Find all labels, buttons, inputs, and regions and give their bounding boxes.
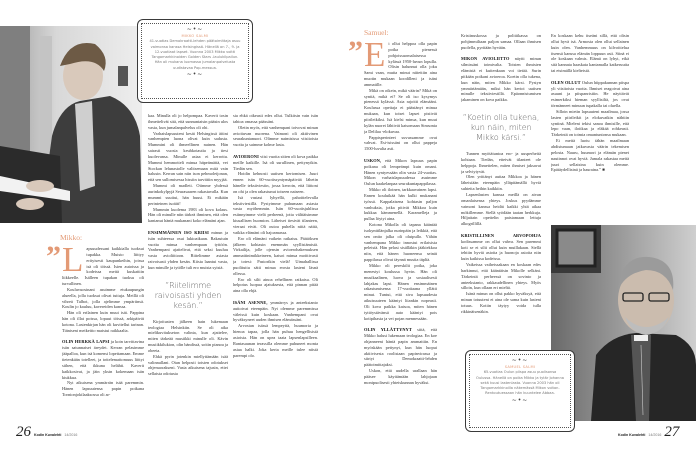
body-paragraph — [364, 135, 437, 153]
magazine-name: Kodin Kuvalehti — [34, 433, 62, 437]
body-paragraph — [364, 222, 437, 263]
body-paragraph — [233, 300, 318, 323]
body-paragraph — [233, 277, 318, 295]
body-paragraph — [364, 88, 437, 135]
body-paragraph — [233, 195, 318, 236]
subheading-lead: KRISTILLINEN ARVOPOHJA — [461, 232, 541, 238]
body-paragraph — [148, 230, 228, 271]
quote-mark-icon: ” — [348, 35, 360, 68]
body-paragraph — [364, 158, 437, 187]
body-paragraph — [148, 319, 228, 354]
column-a — [62, 246, 144, 426]
issue-number: 14/2016 — [64, 433, 78, 437]
right-page — [348, 0, 696, 450]
samuel-heading: Samuel: — [364, 28, 389, 37]
subheading-lead: OLIN YLLÄTTYNYT — [364, 327, 412, 333]
paragraph-text: Kirjoitusten jälkeen hain lukemaan teologiaa Helsinkiin. Se oli aika mielikuvitukseton valinta, kun ajattelee, miten tärkeää musiikki minulle oli. Kävin musiikkilukion, olin bändissä, soitin pianoa ja obeeta. — [148, 318, 228, 353]
paragraph-text: Ero oli silti ainoa rehellinen ratkaisu. Oli helpotus luopua ajatuksesta, että pinnan pitää aina olla ehjä. — [233, 276, 318, 294]
paragraph-text: ymmärrys ja anteeksianto auttoivat eteenpäin. Nyt olemme paremmissa väleissä kuin koskaan. Vanhempani ovat hyväksyneet uuden ihmisen elämässäni. — [233, 299, 318, 323]
paragraph-text: Isä vastasi lyhyellä, pahoittelevalla tekstiviestillä. Pystyimme puhumaan asiasta vasta myöhemmin. Isän 60-vuotisjuhlissa esiinnyimme vielä perheenä, jotta välttäisimme kiusallisen huomion. Läheiset tiesivät tilanteen, vieraat eivät. Oli outoa puhella niitä näitä, vaikka elämäni oli hajoamassa. — [233, 194, 318, 235]
body-paragraph — [551, 33, 629, 74]
body-paragraph — [461, 33, 541, 51]
body-paragraph — [461, 262, 541, 291]
body-paragraph — [364, 187, 437, 222]
samuel-caption-box — [465, 350, 575, 432]
caption-text: 41-vuotias Demokraatti-lehden päätoimittaja asuu vaimonsa kanssa Helsingissä. Hänellä on 7-, 9- ja 12-vuotiaat lapset. Vuonna 2003 Mikko voitti Tangomarkkinoiden Golden Stars -laulukilpailun. Hän oli mukana luomassa jumalanpalvelusta uudistavaa Pop-messua. — [149, 39, 241, 70]
column-b — [148, 113, 228, 426]
paragraph-text: Ehkä pyrin jotenkin miellyttämään isää valinnallani. Otan helposti toisten odotukset ohjenuorakseni. Vasta aikuisena tajusin, ettei sellaista odotusta — [148, 353, 228, 377]
paragraph-text: Mikko oli iloinen, tarkkaavainen lapsi. Ennen kouluikää hän kulki mukanani työssä. Kappalaisena kohtasin paljon vanhuksia, jotka pitivät Mikkoa kuin kukkaa kämmenellä. Karamelleja ja pullaa löytyi aina. — [364, 187, 437, 222]
paragraph-text: Ei meitä luotu tähän maailmaan ahdistumaan jatkuvasta väärin tekemisen pelosta. Nauru, huumori ja elämän pienet nautinnot ovat hyviä. Jumala rakastaa meitä juuri sellaisina kuin olemme. Epätäydellisinä ja hauraina.” ■ — [551, 138, 629, 173]
body-paragraph — [461, 233, 541, 262]
paragraph-text: Silloin mietin lapsuuteni maailmaa, jossa lasten piirileikit ja elokuvatkin nähtiin syntinä. Mieleni tekisi sanoa ihmisille, että lepo vaan, iloitkaa ja eläkää rohkeasti. Tärkeintä on toimia omantuntonsa mukaan. — [551, 108, 629, 138]
paragraph-text: kodissamme on ollut vahva. Sen paremmi koti se ei silti ollut kuin muillakaan. Siellä tehtiin hyviä asioita ja huonoja asioita niin kuin kaikissa kodeissa. — [461, 238, 541, 262]
paragraph-text: Oulun hiippakunnan piispa yli viisitoista vuotta. Ihmiset reagoivat aina asuuni ja piispanristiin. He näyttävät esimerkiksi hieman syyllisiltä, jos ovat törmänneet minuun tupakalla tai oluella. — [551, 79, 629, 109]
paragraph-text: viisi vuotta sitten oli kova paikka meille kaikille. Isä oli surullinen, pettynytkin. Tiedän sen. — [233, 153, 318, 171]
paragraph-text: kaa. Minulla oli jo helpompaa. Kaverit tosin ihmettelivät sitä, että sunnuntaisin pääsin ulos vasta, kun jumalanpalvelus oli ohi. — [148, 113, 228, 130]
paragraph-text: Pappisperinteet suvussamme ovat vahvat. Esi-isissäni on ollut pappeja 1500-luvulta asti. — [364, 134, 437, 152]
body-paragraph — [461, 174, 541, 192]
paragraph-text: Varhaislapsuuteni kesät Helsingissä äitini vanhempien luona olivat kuin sadusta. Mummini oli ihmeellinen nainen. Hän sairasti vuosia keuhkotautia ja tiesi kuolevansa. Minulle asiaa ei kerrottu. Mummi hemmotteli minua häpeämättä, vei Stockan lelunastolle valitsemaan mitä vain halusin. Kerran sain niin ison pehmoleijonan, että sen sullomisessa hissiin tarvittiin myyjää. — [148, 130, 228, 183]
paragraph-text: Arvostan isässä lempeyttä, huumoria ja hienoa tapaa, jolla hän puhuu hengellisistä asioista. Hän on upea taata lapsenlapsilleen. Rantasaunan terassilla olemme puhuneet monta asiaa halki. Joka kerta meille tulee niistä parempi olo. — [233, 323, 318, 358]
page-footer — [618, 424, 679, 441]
subheading-lead: ENSIMMÄINEN ISO KRIISI — [148, 229, 209, 235]
body-paragraph — [551, 109, 629, 138]
paragraph-text: apsuudessani kaikkialla tuoksui tupakka. Muisto liittyy erityisesti kaupunkeihin, joissa isä oli töissä. Isien autoissa ja kodeissa meitä kuskattiin liikkeelle. Isälleen tupakan tuoksu oli turvallinen. — [62, 246, 144, 287]
subheading-lead: OLEN OLLUT — [551, 79, 581, 85]
paragraph-text: siitä, että Mikko halusi lukemaan teologiaa. En koe ohjanneeni häntä papin ammattiin. En myöskään pettynyt, kun hän luopui aktiivisesta roolistaan papinvirassa ja siirtyi Demokraatti-lehden päätoimittajaksi. — [364, 327, 437, 368]
quote-mark-icon: ” — [46, 240, 58, 273]
paragraph-text: Lapsenlasten kanssa meillä on aivan omanlaisensa yhteys. Joskus pyydämme vaimoni kanssa heidät kaikki yhtä aikaa mökillemme. Siellä syödään taatan herkkuja. Hiljattain opettelin paistamaan lettuja alkogrillillä. — [461, 191, 541, 227]
paragraph-text: näytti minun silmissäni toimivalta. Toisten ihmisten elämistä ei kuitenkaan voi tietää. Surin pitkään poikani avioeroa. Koetin olla tukena, kun näin, miten Mikko kärsi. Pystyn ymmärtämään, miksi hän kertoi uutisen minulle tekstiviestillä. Epäonnistumisen jakaminen on kova paikka. — [461, 56, 541, 103]
page-number: 27 — [664, 424, 680, 440]
body-paragraph — [62, 339, 144, 380]
paragraph-text: Ero oli elämäni vaikein ratkaisu. Päätöksen jälkeen kohtasin enemmän syyllistämistä. Virkailija, jolle ojensin avioerohakemuksen ammattinimikkeineen, katsoi minua moittivasti ja totesi: Pastorikin vielä! Uimahallissa puolituttu sätti minua erosta lasteni läsnä ollessa. — [233, 235, 318, 276]
dropcap: E — [364, 41, 386, 74]
paragraph-text: Mummin kuolema 1983 oli kova kolaus. Hän oli minulle niin tärkeä ihminen, että olen kantanut häntä mukanani koko elämäni ajan. — [148, 206, 228, 224]
paragraph-text: sia ehkä oikeasti edes ollut. Tulkitsin vain isän tahtoa omassa päässäni. — [233, 113, 318, 124]
caption-name: SAMUEL SALMI — [504, 365, 536, 369]
paragraph-text: Mummi oli madleti. Otimme yhdessä aurinkokylpyjä Seurasaaren rakastavalla. Kun mummi suuttui, hän huusi. Ei mikään perinteinen isoäiti! — [148, 183, 228, 206]
caption-text: 65-vuotias Oulun piispa asuu puolisonsa Oulussa. Hänellä on poika Mikko ja tytär Johanna sekä kuusi lastenlasta. Vuonna 2003 hän oli Tangomarkkinoilla näkemässä Mikon voiton. Rentoutuessaan hän kuuntelee Abbaa. — [476, 370, 564, 396]
paragraph-text: minun ja isän suhteessa osui lukioaikaan. Rakastuin vuotta minua vanhempaan tyttöön. Vanhempani ajattelivat, että seksi kuuluu vasta avioliittoon. Riitelimme asiasta raivoisasti yhden kesän. Kiista laantui vasta, kun minulle ja tytölle tuli ero muista syistä. — [148, 229, 228, 270]
body-paragraph — [233, 125, 318, 148]
body-paragraph — [62, 287, 144, 310]
body-paragraph — [62, 380, 144, 398]
body-paragraph — [364, 263, 437, 321]
paragraph-text: Kotona Mikolla oli tapana kääntää isokynttilänjalka nurinpäin ja leikkiä, että sen ontto jalka oli olutpullo. Vähän vanhempana Mikko innostui erilaisista peleistä. Hän pelasi sisälläkin jääkiekkoa niin, että hänen huoneensa seinät pappilassa olivat täynnä mustia täpliä. — [364, 222, 437, 263]
paragraph-text: Nyt aikuisena ymmärrän isää paremmin. Hänen lapsuutensa papin poikana Tornionjokilaaksossa oli ar- — [62, 380, 144, 398]
body-paragraph — [148, 131, 228, 184]
mikko-caption-box — [137, 19, 253, 103]
subheading-lead: ISÄNI ASENNE, — [233, 299, 268, 305]
column-3 — [551, 33, 629, 213]
body-paragraph — [461, 151, 541, 174]
body-paragraph — [233, 154, 318, 172]
paragraph-text: Hän oli erilainen kuin muut isät. Pappina hän oli illat poissa, lopuut töissä, arkipäivät kotona. Lastenkirjan hän oli kuvitellut tarinan. Tiäniseni meikeitto maistui raikkaalta. — [62, 310, 144, 333]
body-paragraph — [233, 113, 318, 125]
paragraph-text: Olen yrittänyt auttaa Mikkoa ja hänen läheisiään eteenpäin ylläpitämällä hyviä suhteita heihin kaikkiin. — [461, 174, 541, 192]
page-footer — [16, 424, 77, 441]
pull-quote: ”Riitelimme raivoisasti yhden kesän.” — [154, 279, 222, 310]
body-paragraph — [364, 368, 437, 386]
subheading-lead: AVIOERONI — [233, 153, 259, 159]
paragraph-text: En koskaan kehu itseäni sillä, että olisin ollut hyvä isä. Armosta olen ollut sellainen kuin olen. Vanhemmuus on kilvoittelua itsensä kanssa elämän loppuun asti. Siinä ei ole koskaan valmis. Elämä on lyhyt, eikä sitä kannata haaskata kantamalla katkeruutta tai etsimällä kielteistä. — [551, 33, 629, 74]
paragraph-text: Mikko oli pereskilti poika, joka menestyi koulussa hyvin. Hän oli musikaalinen, luova ja sosiaalisesti lahjakas lapsi. Hänen ensimmäinen rakastumisensa 17-vuotiaana yllätti minut. Tuntui, että siva lapsuudesta aikuisuuteen kääntyi liiankin nopeasti. Oli kova paikka katsoa, miten hänen tyttöystävänsä auto kääntyi pois kotipihasta ja vei pojan mennessään. — [364, 263, 437, 321]
paragraph-text: i ollut helppoa olla papin poika pienessä pohjoissuomalaisessa kylässä 1950-luvun lopulla. Olisin halunnut olla joku Sami vaan, mutta minut niitettiin aina muotin mukaan koodilleni ja isäni ammatille. — [364, 41, 437, 87]
page-number: 26 — [16, 424, 31, 440]
body-paragraph — [551, 80, 629, 109]
paragraph-text: Kouluvuosinani asuimme etukaupungin alueella, jolla tuoksut olivat tuttuja. Meillä oli vihreä Talbot, jolla ajelimme ympäriinsä. Koulin jo kauluu, kavereiden kanssa. — [62, 286, 144, 310]
magazine-name: Kodin Kuvalehti — [618, 433, 646, 437]
paragraph-text: Oletin myös, että vanhempani toivovat minun avioituvan nuorena. Vaimoni oli aktiivinen seurakuntanuori. Olimme naimisissa viisitoista vuotta ja saimme kolme lasta. — [233, 124, 318, 148]
body-paragraph — [148, 183, 228, 206]
column-2 — [461, 33, 541, 343]
body-paragraph — [461, 56, 541, 103]
subheading-lead: USKON, — [364, 157, 382, 163]
paragraph-text: ja koin tarvittavina isän satunnaiset äreydet. Kerran pelasimme jääpalloa, kun isä komensi lopettamaan. Emme tietenkään totelleet, ja tottelemattomuus liittyi siihen, että ikkuna helähti. Kaverit kaikkosivat, ja jäin yksin kokemaan isän kiukkua. — [62, 339, 144, 380]
paragraph-text: että Mikon lapsuus papin poikana oli lempeämpi kuin omani. Hänen syntyessään olin vasta 24-vuotias. Mikon varhaislapsuudessa asuimme Oulun kaakelanpaa seurakuntapappilassa. — [364, 157, 437, 187]
body-paragraph — [461, 291, 541, 314]
paragraph-text: Tunnen myötätuntoa ero- ja uusperheitä kohtaan. Tiedän, etteivät tilanteet ole helppoja. Ihmettelen, miten ihmiset jaksavat ja selviytyvät. — [461, 151, 541, 174]
ornament-icon: ~•~ — [511, 357, 529, 364]
mikko-heading: Mikko: — [60, 233, 83, 242]
subheading-lead: MIKON AVIOLIITTO — [461, 56, 510, 62]
body-paragraph — [148, 113, 228, 131]
paragraph-text: Hoidin kehnosti uutisen kertomisen. Juuri ennen isän 60-vuotissyntymäpäivää lähetin hänelle tekstiviestin, jossa kerroin, että liittoni on ohi ja olen rakastunut toiseen naiseen. — [233, 171, 318, 194]
body-paragraph — [364, 327, 437, 368]
column-1 — [364, 41, 437, 426]
paragraph-text: Mikä on oikein, mikä väärin? Mikä on syntiä, mikä ei? Se oli iso kysymys pienessä kylässä. Asia rajoitti elämääni. Koulussa opettaja ei päästänyt minua mukaan, kun toiset lapset pistivät piirileikiksi. Isä kielsi minua, kun muut kylän nuoret lähtivät katsomaan Simsonia ja Delilaa -elokuvaa. — [364, 87, 437, 134]
caption-name: MIKKO SALMI — [181, 34, 209, 38]
paragraph-text: Kristinuskossa ja politiikassa on pohjimmiltaan paljon samaa. Ollaan ihmisen puolella, pyritään hyvään. — [461, 33, 541, 50]
column-c — [233, 113, 318, 426]
paragraph-text: Uskon, että uudella urallaan hän pääsee käyttämään lahjojaan monipuolisesti yhteiskunnan hyväksi. — [364, 368, 437, 385]
body-paragraph — [461, 192, 541, 227]
body-paragraph — [233, 171, 318, 194]
ornament-icon: ~•~ — [186, 26, 204, 33]
mikko-photo — [0, 26, 142, 223]
body-paragraph — [62, 310, 144, 333]
subheading-lead: OLIN HERKKÄ LAPSI — [62, 339, 110, 345]
paragraph-text: Isänä minun on ollut pakko hyväksyä, että minun totuuteni ei aina ole sama kuin lasteni totuus. Kotiin täytyy voida tulla rikkinäisenäkin. — [461, 291, 541, 314]
ornament-icon: ~•~ — [186, 71, 204, 79]
ornament-icon: ~•~ — [511, 396, 529, 404]
issue-number: 14/2016 — [648, 433, 662, 437]
body-paragraph — [551, 138, 629, 173]
dropcap: L — [62, 246, 84, 279]
body-paragraph — [148, 354, 228, 377]
paragraph-text: Vaikeissa vaiheissakaan en koskaan edes harkinnut, että kääntäisin Mikolle selkäni. Tärkeintä perheessä on sovinto ja anteeksianto, rakkaudellinen yhteys. Myös silloin, kun ollaan eri mieltä. — [461, 262, 541, 291]
body-paragraph — [233, 236, 318, 277]
pull-quote: ”Koetin olla tukena, kun näin, miten Mikko kärsi.” — [462, 112, 540, 143]
body-paragraph — [233, 323, 318, 358]
body-paragraph — [148, 207, 228, 225]
